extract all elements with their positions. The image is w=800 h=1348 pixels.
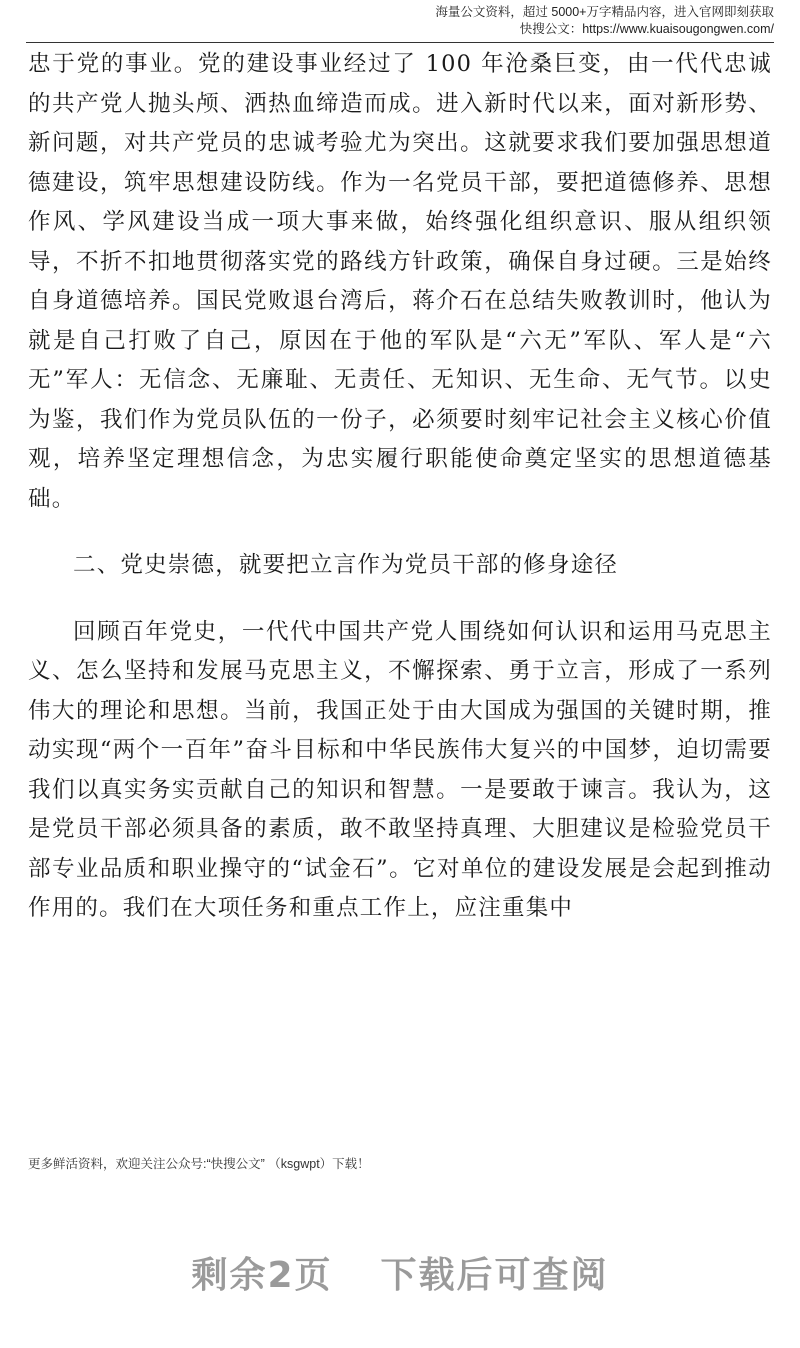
- page-header: [374, 4, 774, 38]
- header-site-link[interactable]: 快搜公文：https://www.kuaisougongwen.com/: [519, 22, 774, 36]
- body-paragraph-continued: 忠于党的事业。党的建设事业经过了 100 年沧桑巨变，由一代代忠诚的共产党人抛头颅、洒热血缔造而成。进入新时代以来，面对新形势、新问题，对共产党员的忠诚考验尤为突出。这就要求我们要加强思想道德建设，筑牢思想建设防线。作为一名党员干部，要把道德修养、思想作风、学风建设当成一项大事来做，始终强化组织意识、服从组织领导，不折不扣地贯彻落实党的路线方针政策，确保自身过硬。三是始终自身道德培养。国民党败退台湾后，蒋介石在总结失败教训时，他认为就是自己打败了自己，原因在于他的军队是“六无”军队、军人是“六无”军人：无信念、无廉耻、无责任、无知识、无生命、无气节。以史为鉴，我们作为党员队伍的一份子，必须要时刻牢记社会主义核心价值观，培养坚定理想信念，为忠实履行职能使命奠定坚实的思想道德基础。: [28, 51, 772, 512]
- header-promo-line: 海量公文资料，超过 5000+万字精品内容，进入官网即刻获取: [435, 5, 774, 19]
- section-heading: 二、党史崇德，就要把立言作为党员干部的修身途径: [73, 552, 619, 578]
- remaining-pages-banner[interactable]: [0, 1247, 800, 1298]
- remaining-pages-text: 剩余2页: [191, 1255, 333, 1296]
- download-to-view-text: 下载后可查阅: [380, 1255, 609, 1296]
- document-body: [28, 45, 772, 929]
- footer-note: 更多鲜活资料，欢迎关注公众号:“快搜公文” （ksgwpt）下载！: [28, 1157, 370, 1171]
- body-paragraph: 回顾百年党史，一代代中国共产党人围绕如何认识和运用马克思主义、怎么坚持和发展马克思主义，不懈探索、勇于立言，形成了一系列伟大的理论和思想。当前，我国正处于由大国成为强国的关键时期，推动实现“两个一百年”奋斗目标和中华民族伟大复兴的中国梦，迫切需要我们以真实务实贡献自己的知识和智慧。一是要敢于谏言。我认为，这是党员干部必须具备的素质，敢不敢坚持真理、大胆建议是检验党员干部专业品质和职业操守的“试金石”。它对单位的建设发展是会起到推动作用的。我们在大项任务和重点工作上，应注重集中: [28, 618, 772, 921]
- header-divider: [26, 42, 774, 43]
